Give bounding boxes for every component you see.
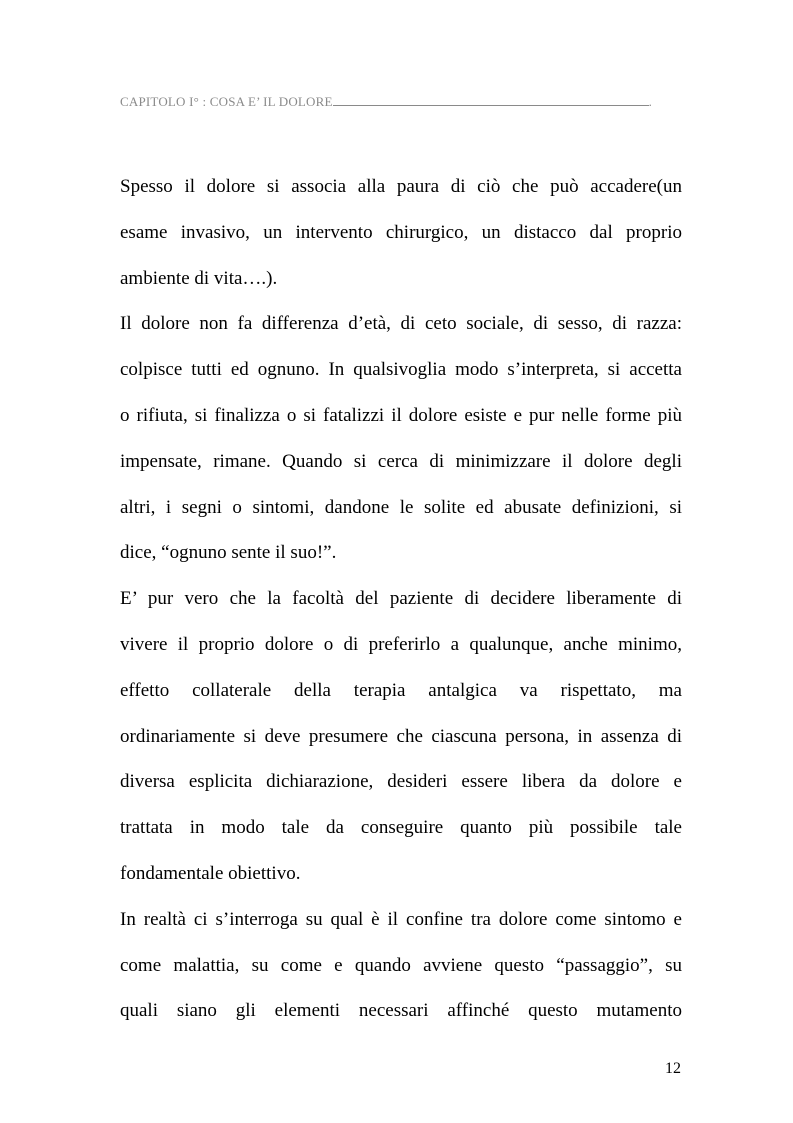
text-line-4: Il dolore non fa differenza d’età, di ceto sociale, di sesso, di razza: (120, 313, 682, 335)
running-header (120, 94, 652, 110)
text-line-5: colpisce tutti ed ognuno. In qualsivoglia modo s’interpreta, si accetta (120, 359, 682, 381)
text-line-15: trattata in modo tale da conseguire quanto più possibile tale (120, 817, 682, 839)
text-line-14: diversa esplicita dichiarazione, desideri essere libera da dolore e (120, 771, 682, 793)
text-line-16: fondamentale obiettivo. (120, 862, 301, 884)
header-rule (333, 94, 649, 106)
text-line-10: E’ pur vero che la facoltà del paziente di decidere liberamente di (120, 588, 682, 610)
text-line-12: effetto collaterale della terapia antalgica va rispettato, ma (120, 679, 682, 701)
text-line-6: o rifiuta, si finalizza o si fatalizzi il dolore esiste e pur nelle forme più (120, 404, 682, 426)
text-line-8: altri, i segni o sintomi, dandone le solite ed abusate definizioni, si (120, 496, 682, 518)
page-number: 12 (665, 1060, 681, 1077)
text-line-11: vivere il proprio dolore o di preferirlo a qualunque, anche minimo, (120, 633, 682, 655)
text-line-18: come malattia, su come e quando avviene questo “passaggio”, su (120, 954, 682, 976)
chapter-title: CAPITOLO I° : COSA E’ IL DOLORE (120, 94, 333, 109)
body-text (120, 168, 682, 1038)
header-trailing-mark: . (648, 94, 653, 109)
text-line-9: dice, “ognuno sente il suo!”. (120, 542, 337, 564)
text-line-1: Spesso il dolore si associa alla paura di ciò che può accadere(un (120, 176, 682, 197)
text-line-3: ambiente di vita….). (120, 267, 278, 289)
text-line-13: ordinariamente si deve presumere che ciascuna persona, in assenza di (120, 725, 682, 747)
text-line-17: In realtà ci s’interroga su qual è il confine tra dolore come sintomo e (120, 908, 682, 930)
text-line-19: quali siano gli elementi necessari affinché questo mutamento (120, 1000, 682, 1022)
text-line-7: impensate, rimane. Quando si cerca di minimizzare il dolore degli (120, 450, 682, 472)
text-line-2: esame invasivo, un intervento chirurgico, un distacco dal proprio (120, 221, 682, 243)
